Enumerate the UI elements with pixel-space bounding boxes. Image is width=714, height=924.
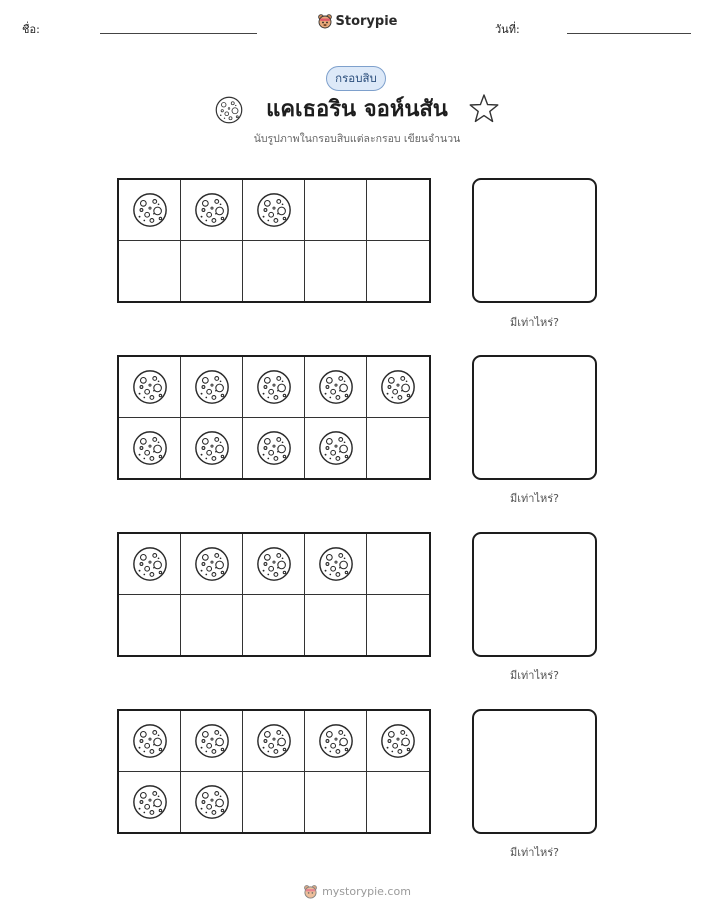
frame-cell <box>181 418 243 479</box>
answer-label: มีเท่าไหร่? <box>510 492 559 505</box>
moon-icon <box>255 429 293 467</box>
frame-cell <box>181 772 243 833</box>
answer-label: มีเท่าไหร่? <box>510 846 559 859</box>
moon-icon <box>193 722 231 760</box>
frame-cell <box>305 357 367 418</box>
ten-frame <box>117 709 431 834</box>
frame-cell <box>119 241 181 302</box>
answer-box[interactable] <box>472 355 597 480</box>
frame-cell <box>305 241 367 302</box>
frame-cell <box>305 534 367 595</box>
date-label: วันที่: <box>495 23 520 36</box>
moon-icon <box>379 368 417 406</box>
topic-badge: กรอบสิบ <box>326 66 386 91</box>
frame-cell <box>119 418 181 479</box>
frame-cell <box>181 241 243 302</box>
moon-icon <box>317 429 355 467</box>
answer-label: มีเท่าไหร่? <box>510 316 559 329</box>
moon-icon <box>193 545 231 583</box>
footer-url: mystorypie.com <box>322 885 411 898</box>
frame-cell <box>181 711 243 772</box>
star-icon <box>468 93 500 125</box>
moon-icon <box>255 368 293 406</box>
moon-icon <box>317 722 355 760</box>
answer-label: มีเท่าไหร่? <box>510 669 559 682</box>
frame-cell <box>305 418 367 479</box>
answer-box[interactable] <box>472 709 597 834</box>
frame-cell <box>243 418 305 479</box>
frame-cell <box>243 534 305 595</box>
frame-cell <box>367 180 429 241</box>
frame-cell <box>305 772 367 833</box>
answer-box[interactable] <box>472 532 597 657</box>
frame-cell <box>119 595 181 656</box>
brand-logo <box>0 13 714 29</box>
frame-cell <box>305 595 367 656</box>
frame-cell <box>367 772 429 833</box>
frame-cell <box>305 180 367 241</box>
frame-cell <box>181 595 243 656</box>
frame-cell <box>367 241 429 302</box>
frame-cell <box>119 180 181 241</box>
frame-cell <box>119 357 181 418</box>
moon-icon <box>193 368 231 406</box>
moon-icon <box>214 95 244 125</box>
title-row <box>0 93 714 127</box>
moon-icon <box>317 545 355 583</box>
moon-icon <box>255 545 293 583</box>
moon-icon <box>317 368 355 406</box>
frame-cell <box>367 357 429 418</box>
frame-cell <box>367 595 429 656</box>
footer <box>0 884 714 899</box>
moon-icon <box>131 722 169 760</box>
moon-icon <box>255 191 293 229</box>
date-line[interactable] <box>567 33 691 34</box>
answer-box[interactable] <box>472 178 597 303</box>
frame-cell <box>243 357 305 418</box>
moon-icon <box>255 722 293 760</box>
frame-cell <box>367 711 429 772</box>
moon-icon <box>131 429 169 467</box>
frame-cell <box>119 772 181 833</box>
frame-cell <box>243 180 305 241</box>
frame-cell <box>243 241 305 302</box>
moon-icon <box>193 191 231 229</box>
ten-frame <box>117 355 431 480</box>
frame-cell <box>119 711 181 772</box>
moon-icon <box>131 545 169 583</box>
name-line[interactable] <box>100 33 257 34</box>
ten-frame <box>117 532 431 657</box>
frame-cell <box>243 772 305 833</box>
brand-name: Storypie <box>335 13 398 29</box>
frame-cell <box>367 534 429 595</box>
instructions: นับรูปภาพในกรอบสิบแต่ละกรอบ เขียนจำนวน <box>253 133 461 145</box>
moon-icon <box>193 783 231 821</box>
moon-icon <box>131 368 169 406</box>
moon-icon <box>131 191 169 229</box>
frame-cell <box>181 534 243 595</box>
frame-cell <box>119 534 181 595</box>
page-title: แคเธอริน จอห์นสัน <box>266 97 448 122</box>
frame-cell <box>243 711 305 772</box>
moon-icon <box>379 722 417 760</box>
frame-cell <box>181 180 243 241</box>
moon-icon <box>193 429 231 467</box>
ten-frame <box>117 178 431 303</box>
frame-cell <box>181 357 243 418</box>
name-label: ชื่อ: <box>22 23 40 36</box>
bear-mascot-icon <box>303 884 318 899</box>
frame-cell <box>243 595 305 656</box>
frame-cell <box>305 711 367 772</box>
frame-cell <box>367 418 429 479</box>
bear-mascot-icon <box>317 13 333 29</box>
moon-icon <box>131 783 169 821</box>
